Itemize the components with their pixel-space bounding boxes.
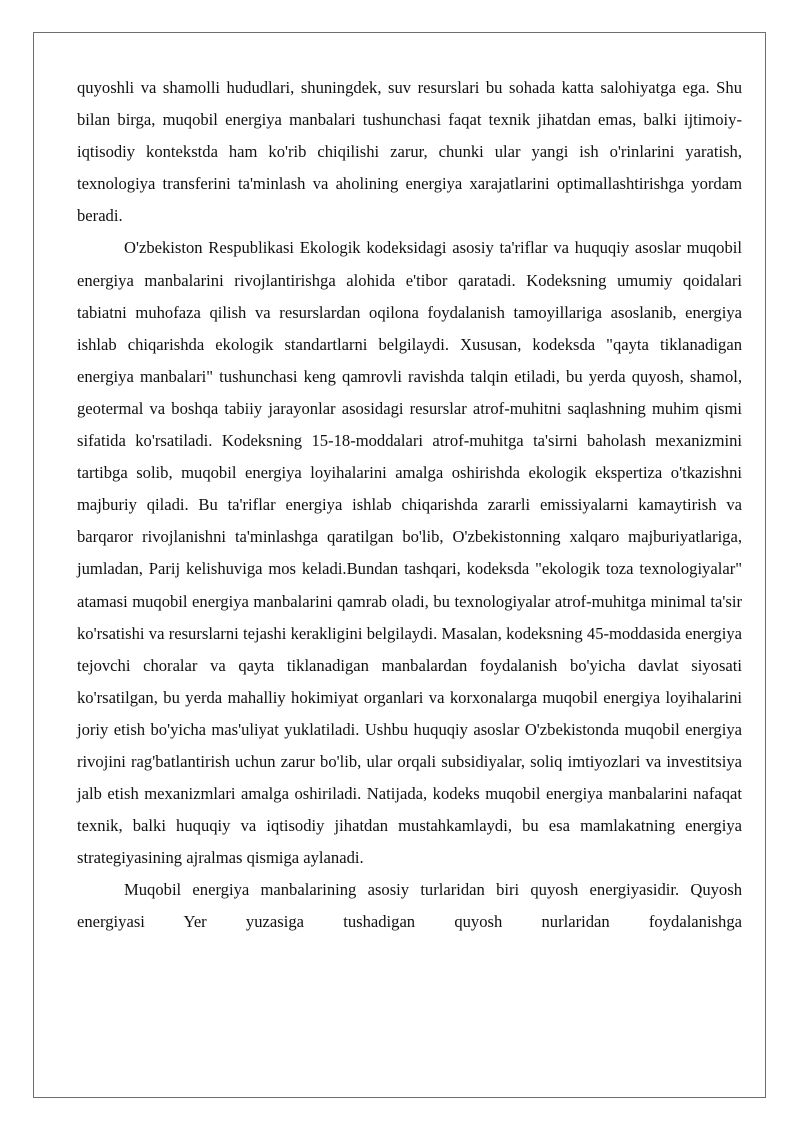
paragraph-solar-energy: Muqobil energiya manbalarining asosiy turlaridan biri quyosh energiyasidir. Quyosh energiyasi Yer yuzasiga tushadigan quyosh nurlaridan foydalanishga: [77, 880, 742, 932]
paragraph-ecological-code: O'zbekiston Respublikasi Ekologik kodeksidagi asosiy ta'riflar va huquqiy asoslar muqobil energiya manbalarini rivojlantirishga alohida e'tibor qaratadi. Kodeksning umumiy qoidalari tabiatni muhofaza qilish va resurslardan oqilona foydalanish tamoyillariga asoslanib, energiya ishlab chiqarishda ekologik standartlarni belgilaydi. Xususan, kodeksda "qayta tiklanadigan energiya manbalari" tushunchasi keng qamrovli ravishda talqin etiladi, bu yerda quyosh, shamol, geotermal va boshqa tabiiy jarayonlar asosidagi resurslar atrof-muhitni saqlashning muhim qismi sifatida ko'rsatiladi. Kodeksning 15-18-moddalari atrof-muhitga ta'sirni baholash mexanizmini tartibga solib, muqobil energiya loyihalarini amalga oshirishda ekologik ekspertiza o'tkazishni majburiy qiladi. Bu ta'riflar energiya ishlab chiqarishda zararli emissiyalarni kamaytirish va barqaror rivojlanishni ta'minlashga qaratilgan bo'lib, O'zbekistonning xalqaro majburiyatlariga, jumladan, Parij kelishuviga mos keladi.Bundan tashqari, kodeksda "ekologik toza texnologiyalar" atamasi muqobil energiya manbalarini qamrab oladi, bu texnologiyalar atrof-muhitga minimal ta'sir ko'rsatishi va resurslarni tejashi kerakligini belgilaydi. Masalan, kodeksning 45-moddasida energiya tejovchi choralar va qayta tiklanadigan manbalardan foydalanish bo'yicha davlat siyosati ko'rsatilgan, bu yerda mahalliy hokimiyat organlari va korxonalarga muqobil energiya loyihalarini joriy etish bo'yicha mas'uliyat yuklatiladi. Ushbu huquqiy asoslar O'zbekistonda muqobil energiya rivojini rag'batlantirish uchun zarur bo'lib, ular orqali subsidiyalar, soliq imtiyozlari va investitsiya jalb etish mexanizmlari amalga oshiriladi. Natijada, kodeks muqobil energiya manbalarini nafaqat texnik, balki huquqiy va iqtisodiy jihatdan mustahkamlaydi, bu esa mamlakatning energiya strategiyasining ajralmas qismiga aylanadi.: [77, 238, 742, 868]
paragraph-continuation: quyoshli va shamolli hududlari, shuningdek, suv resurslari bu sohada katta salohiyatga ega. Shu bilan birga, muqobil energiya manbalari tushunchasi faqat texnik jihatdan emas, balki ijtimoiy-iqtisodiy kontekstda ham ko'rib chiqilishi zarur, chunki ular yangi ish o'rinlarini yaratish, texnologiya transferini ta'minlash va aholining energiya xarajatlarini optimallashtirishga yordam beradi.: [77, 78, 742, 226]
document-body: [77, 72, 742, 939]
